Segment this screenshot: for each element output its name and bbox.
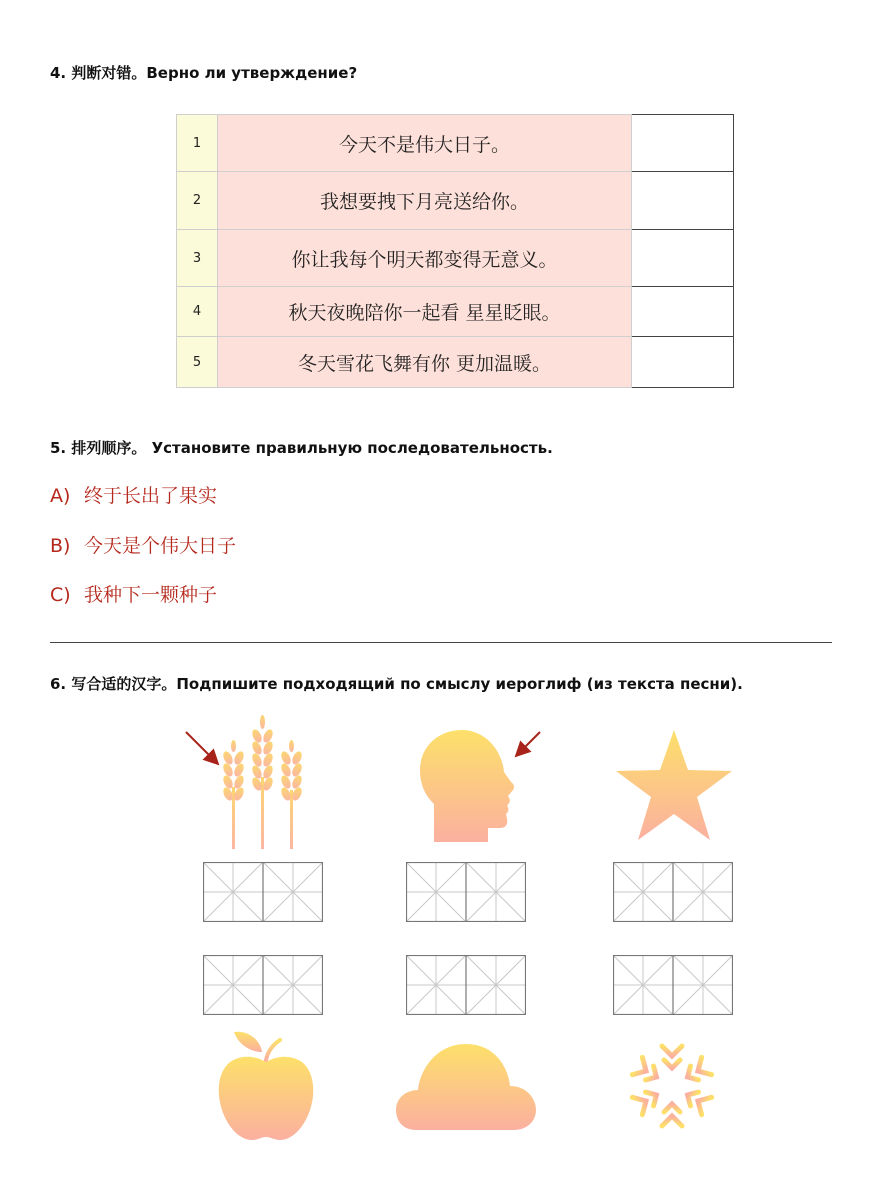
option-letter: B) [50, 535, 71, 557]
row-number: 4 [177, 287, 218, 337]
answer-box[interactable] [632, 287, 734, 337]
character-grid[interactable] [613, 862, 733, 922]
option-c [50, 580, 217, 607]
answer-box[interactable] [632, 337, 734, 388]
divider-line [50, 642, 832, 643]
answer-box[interactable] [632, 230, 734, 287]
option-text: 今天是个伟大日子 [84, 535, 237, 557]
table-row [177, 337, 734, 388]
option-text: 我种下一颗种子 [84, 584, 218, 606]
option-letter: A) [50, 485, 71, 507]
section-4-heading: 4. 判断对错。Верно ли утверждение? [50, 64, 358, 82]
table-row [177, 115, 734, 172]
statement-text: 秋天夜晚陪你一起看 星星眨眼。 [218, 287, 632, 337]
option-b [50, 531, 236, 558]
snowflake-icon [622, 1036, 722, 1136]
option-text: 终于长出了果实 [84, 485, 218, 507]
table-row [177, 230, 734, 287]
answer-box[interactable] [632, 172, 734, 230]
character-grid[interactable] [613, 955, 733, 1015]
true-false-table [176, 114, 734, 388]
option-letter: C) [50, 584, 71, 606]
table-row [177, 287, 734, 337]
head-icon [412, 724, 547, 846]
statement-text: 我想要拽下月亮送给你。 [218, 172, 632, 230]
character-grid[interactable] [203, 862, 323, 922]
character-grid[interactable] [406, 862, 526, 922]
section-5-heading: 5. 排列顺序。 Установите правильную последовательность. [50, 439, 553, 457]
statement-text: 冬天雪花飞舞有你 更加温暖。 [218, 337, 632, 388]
row-number: 2 [177, 172, 218, 230]
option-a [50, 481, 217, 508]
row-number: 3 [177, 230, 218, 287]
section-6-heading: 6. 写合适的汉字。Подпишите подходящий по смыслу иероглиф (из текста песни). [50, 675, 743, 693]
apple-icon [216, 1030, 316, 1142]
wheat-icon [178, 712, 313, 852]
table-row [177, 172, 734, 230]
cloud-icon [396, 1042, 536, 1132]
statement-text: 今天不是伟大日子。 [218, 115, 632, 172]
answer-box[interactable] [632, 115, 734, 172]
row-number: 1 [177, 115, 218, 172]
character-grid[interactable] [203, 955, 323, 1015]
row-number: 5 [177, 337, 218, 388]
statement-text: 你让我每个明天都变得无意义。 [218, 230, 632, 287]
character-grid[interactable] [406, 955, 526, 1015]
star-icon [614, 730, 734, 842]
